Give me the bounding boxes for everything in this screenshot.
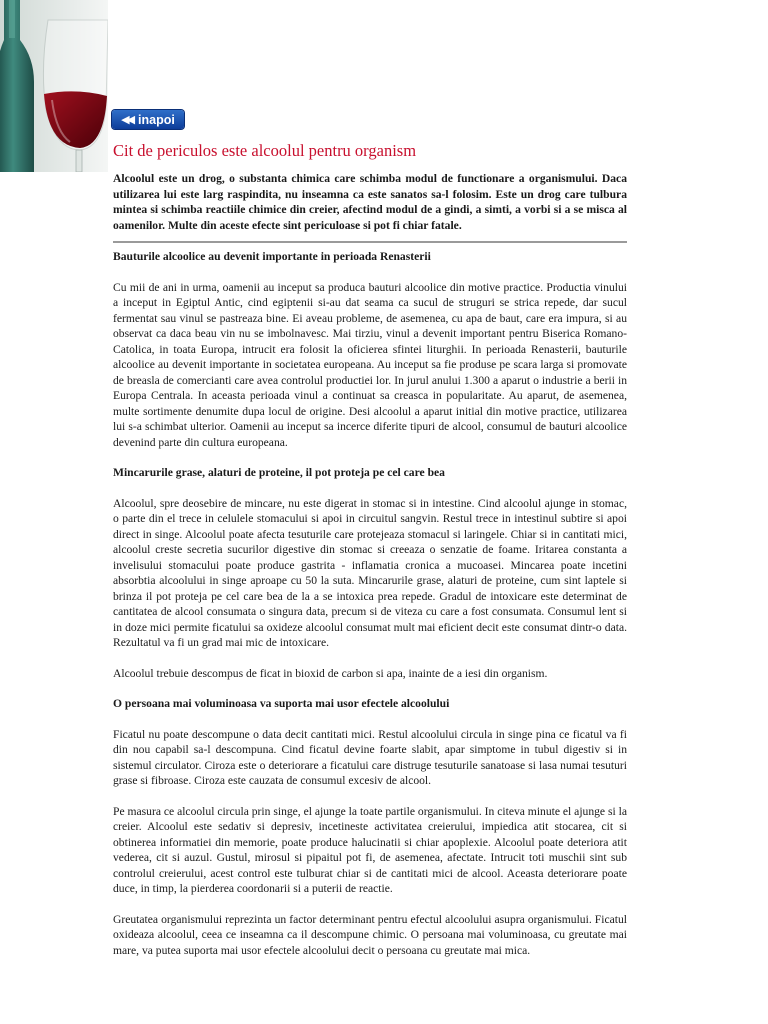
back-button[interactable] xyxy=(112,110,184,129)
double-chevron-left-icon: ◀◀ xyxy=(121,114,133,126)
article-body xyxy=(113,171,627,973)
section-paragraph: Cu mii de ani in urma, oamenii au inceput sa produca bauturi alcoolice din motive practice. Productia vinului a inceput in Egiptul Antic, cind egiptenii si-au dat seama ca sucul de struguri se strica repede, dar sucul fermentat sau vinul se pastreaza bine. Ei aveau probleme, de asemenea, cu apa de baut, care era impura, si au observat ca daca beau vin nu se imbolnavesc. Mai tirziu, vinul a devenit important pentru Biserica Romano-Catolica, in toata Europa, intrucit era folosit la oficierea sfintei liturghii. In perioada Renasterii, bauturile alcoolice au devenit importante in societatea europeana. Au inceput sa fie produse pe scara larga si promovate de breasla de comercianti care avea controlul productiei lor. In jurul anului 1.300 a aparut o industrie a berii in Europa Centrala. In aceasta perioada vinul a continuat sa creasca in popularitate. Au aparut, de asemenea, multe sortimente denumite dupa locul de origine. Desi alcoolul a aparut initial din motive practice, utilizarea lui s-a schimbat ulterior. Oamenii au inceput sa incerce diferite tipuri de alcool, consumul de bauturi alcoolice devenind parte din cultura europeana. xyxy=(113,280,627,449)
section-heading: O persoana mai voluminoasa va suporta mai usor efectele alcoolului xyxy=(113,697,450,710)
wine-glass-photo xyxy=(0,0,108,172)
page-title: Cit de periculos este alcoolul pentru organism xyxy=(113,141,417,160)
section-paragraph: Ficatul nu poate descompune o data decit cantitati mici. Restul alcoolului circula in singe pina ce ficatul va fi din nou capabil sa-l descompuna. Cind ficatul devine foarte slabit, apar simptome in tubul digestiv si in sistemul circulator. Ciroza este o deteriorare a ficatului care distruge tesuturile sanatoase si lasa numai tesuturi grase si fibroase. Ciroza este cauzata de consumul excesiv de alcool. xyxy=(113,727,627,787)
intro-paragraph: Alcoolul este un drog, o substanta chimica care schimba modul de functionare a organismului. Daca utilizarea lui este larg raspindita, nu inseamna ca este sanatos sa-l folosim. Este un drog care tulbura mintea si schimba reactiile chimice din creier, afectind modul de a gindi, a simti, a vorbi si a se misca al oamenilor. Multe din aceste efecte sint periculoase si pot fi chiar fatale. xyxy=(113,172,627,232)
back-button-label: inapoi xyxy=(138,112,175,127)
section-paragraph: Pe masura ce alcoolul circula prin singe, el ajunge la toate partile organismului. In citeva minute el ajunge si la creier. Alcoolul este sedativ si depresiv, incetineste activitatea creierului, impiedica atit stocarea, cit si obtinerea informatiei din memorie, poate produce halucinatii si chiar apoplexie. Alcoolul poate deteriora atit vederea, cit si auzul. Gustul, mirosul si pipaitul pot fi, de asemenea, afectate. Intrucit toti muschii sint sub controlul creierului, acest control este tulburat chiar si de cantitati mici de alcool. Aceasta deteriorare poate duce, in timp, la pierderea coordonarii si a puterii de reactie. xyxy=(113,804,627,895)
section-paragraph: Greutatea organismului reprezinta un factor determinant pentru efectul alcoolului asupra organismului. Ficatul oxideaza alcoolul, ceea ce inseamna ca il descompune chimic. O persoana mai voluminoasa, cu greutate mai mare, va putea suporta mai usor efectele alcoolului decit o persoana cu greutate mai mica. xyxy=(113,912,627,957)
section-heading: Bauturile alcoolice au devenit importante in perioada Renasterii xyxy=(113,250,431,263)
section-paragraph: Alcoolul, spre deosebire de mincare, nu este digerat in stomac si in intestine. Cind alcoolul ajunge in stomac, o parte din el trece in celulele stomacului si apoi in circuitul sangvin. Restul trece in intestinul subtire si apoi direct in singe. Alcoolul poate afecta tesuturile care protejeaza stomacul si laringele. Chiar si in cantitati mici, alcoolul creste secretia sucurilor digestive din stomac si creeaza o senzatie de foame. Iritarea constanta a invelisului stomacului poate produce gastrita - inflamatia cronica a mucoasei. Mincarea poate incetini absorbtia alcoolului in singe aproape cu 50 la suta. Mincarurile grase, alaturi de proteine, cum sint laptele si brinza il pot proteja pe cel care bea de la a se intoxica prea repede. Gradul de intoxicare este determinat de cantitatea de alcool consumata o singura data, precum si de viteza cu care a fost consumata. Consumul lent si in doze mici permite ficatului sa oxideze alcoolul consumat mult mai eficient decit este consumat dintr-o data. Rezultatul va fi un grad mai mic de intoxicare. xyxy=(113,496,627,649)
wine-glass-illustration xyxy=(0,0,108,172)
section-paragraph: Alcoolul trebuie descompus de ficat in bioxid de carbon si apa, inainte de a iesi din organism. xyxy=(113,666,548,680)
section-heading: Mincarurile grase, alaturi de proteine, il pot proteja pe cel care bea xyxy=(113,466,445,479)
divider xyxy=(113,241,627,243)
